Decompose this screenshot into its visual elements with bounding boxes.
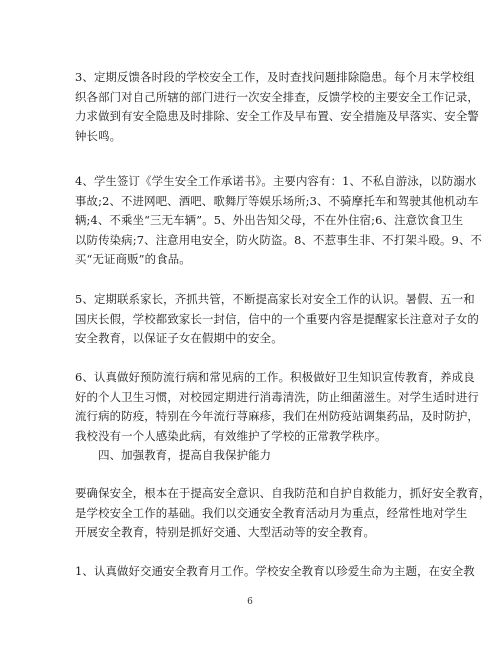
text-line: 安全教育，以保证子女在假期中的安全。 (75, 331, 283, 345)
text-line: 以防传染病;7、注意用电安全，防火防盗。8、不惹事生非、不打架斗殴。9、不 (75, 232, 483, 247)
paragraph-6 (75, 368, 479, 446)
text-line: 国庆长假，学校都致家长一封信，信中的一个重要内容是提醒家长注意对子女的 (75, 311, 479, 326)
page-number: 6 (247, 597, 253, 607)
text-line: 4、学生签订《学生安全工作承诺书》。主要内容有：1、不私自游泳，以防溺水 (75, 174, 477, 188)
section-heading (75, 446, 435, 466)
text-line: 织各部门对自己所辖的部门进行一次安全排查，反馈学校的主要安全工作记录， (75, 89, 479, 104)
text-line: 开展安全教育，特别是抓好交通、大型活动等的安全教育。 (75, 525, 376, 539)
text-line: 钟长鸣。 (75, 128, 122, 143)
text-line: 力求做到有安全隐患及时排除、安全工作及早布置、安全措施及早落实、安全警 (75, 109, 479, 123)
paragraph-4 (75, 172, 483, 270)
text-line: 3、定期反馈各时段的学校安全工作，及时查找问题排除隐患。每个月末学校组 (75, 70, 475, 84)
text-line: 6、认真做好预防流行病和常见病的工作。积极做好卫生知识宣传教育，养成良 (75, 370, 475, 384)
text-line: 我校没有一个人感染此病，有效维护了学校的正常教学秩序。 (75, 428, 387, 443)
section-heading-text: 四、加强教育，提高自我保护能力 (75, 448, 272, 462)
text-line: 5、定期联系家长，齐抓共管，不断提高家长对安全工作的认识。暑假、五一和 (75, 292, 475, 306)
text-line: 事故;2、不进网吧、酒吧、歌舞厅等娱乐场所;3、不骑摩托车和驾驶其他机动车 (75, 193, 479, 208)
text-line: 是学校安全工作的基础。我们以交通安全教育活动月为重点，经常性地对学生 (75, 505, 468, 520)
text-line: 买“无证商贩”的食品。 (75, 252, 191, 266)
text-line: 流行病的防疫，特别在今年流行荨麻疹，我们在州防疫站调集药品，及时防护， (75, 409, 479, 423)
text-line: 辆;4、不乘坐“三无车辆”。5、外出告知父母，不在外住宿;6、注意饮食卫生 (75, 213, 464, 227)
text-line: 好的个人卫生习惯，对校园定期进行消毒清洗，防止细菌滋生。对学生适时进行 (75, 389, 479, 404)
text-line: 要确保安全，根本在于提高安全意识、自我防范和自护自救能力，抓好安全教育， (75, 486, 491, 500)
paragraph-5 (75, 290, 479, 349)
paragraph-3 (75, 68, 479, 146)
paragraph-1 (75, 562, 475, 582)
paragraph-intro (75, 484, 491, 543)
text-line: 1、认真做好交通安全教育月工作。学校安全教育以珍爱生命为主题，在安全教 (75, 564, 475, 578)
